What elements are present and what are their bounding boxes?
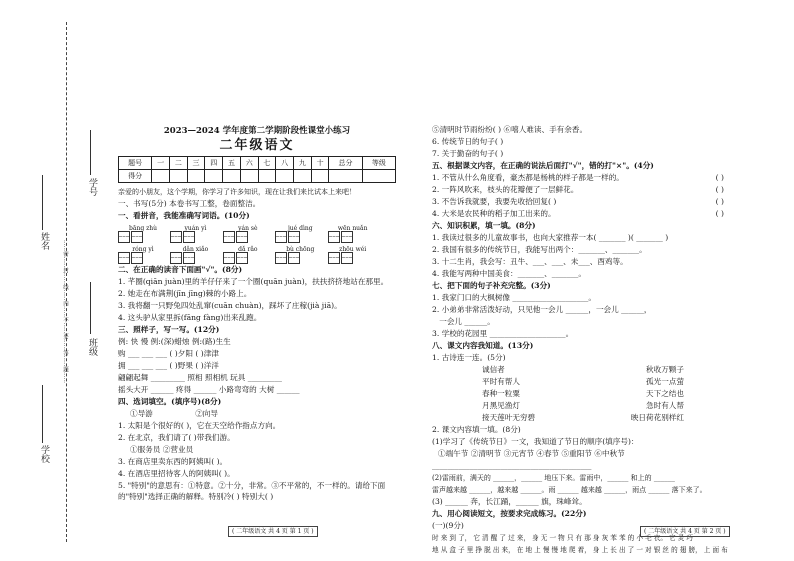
q3-line: 例: 快 慢 例:(深)蜡烛 例:(路)生生 (118, 337, 231, 346)
score-cell: 等级 (362, 157, 395, 170)
score-cell: 二 (169, 157, 187, 170)
writing-box[interactable] (288, 252, 300, 264)
writing-box[interactable] (275, 252, 287, 264)
score-cell[interactable] (293, 170, 311, 183)
option-label: ①导游 (130, 409, 153, 418)
writing-box[interactable] (288, 231, 300, 243)
q4-options (118, 408, 396, 420)
writing-box[interactable] (118, 252, 130, 264)
r-top-line: ⑤清明时节雨纷纷( ) ⑥嘻人难读、手有余香。 (432, 125, 588, 134)
q5-item: 1. 不管从什么角度看，豪杰都是杨桃的样子都是一样的。 (432, 173, 624, 182)
q8-line[interactable]: __________________________________________ (432, 461, 592, 470)
answer-mark[interactable]: ( ) (715, 173, 724, 182)
writing-box[interactable] (328, 231, 340, 243)
poem-right[interactable]: 秋收万颗子 (646, 365, 684, 374)
score-cell[interactable] (329, 170, 362, 183)
q8-line: 雷声越来越 ______，越来越 ______。雨 ______ 越来越 ______，雨点 ______ 落下来了。 (432, 486, 707, 494)
poem-right[interactable]: 映日荷花别样红 (630, 413, 684, 422)
q7-item: 一会儿 ______。 (432, 317, 495, 326)
q5-row (432, 172, 724, 184)
pinyin-label: yuán yì (184, 225, 207, 232)
q5-item: 2. 一阵风吹来，枝头的花瓣便了一层鲜花。 (432, 185, 579, 194)
class-line (90, 282, 91, 334)
poem-match-row (432, 364, 724, 376)
exam-title: 2023—2024 学年度第二学期阶段性课堂小练习 (163, 126, 351, 136)
poem-match-row (432, 412, 724, 424)
score-cell[interactable] (276, 170, 294, 183)
q1-title: 一、看拼音，我能准确写词语。(10分) (118, 211, 250, 220)
writing-box[interactable] (236, 252, 248, 264)
writing-box[interactable] (183, 231, 195, 243)
poem-left[interactable]: 春种一粒粟 (482, 389, 520, 398)
score-cell[interactable] (187, 170, 205, 183)
score-cell[interactable] (362, 170, 395, 183)
writing-box[interactable] (170, 252, 182, 264)
q5-text: 5. "特别"的意思有：①特意。②十分，非常。③不平常的，不一样的。请给下面的"特别"选择正确的解释。特别冷( ) 特别大( ) (118, 481, 386, 501)
q3-title: 三、照样子，写一写。(12分) (118, 325, 220, 334)
score-cell: 八 (276, 157, 294, 170)
exam-subject: 二年级语文 (219, 138, 295, 153)
page-footer-left: ( 二年级语文 共 4 页 第 1 页 ) (228, 526, 318, 537)
name-line (42, 175, 43, 230)
q9-title: 九、用心阅读短文，按要求完成练习。(22分) (432, 509, 587, 518)
score-cell[interactable] (223, 170, 241, 183)
poem-right[interactable]: 孤光一点萤 (646, 377, 684, 386)
writing-box[interactable] (275, 231, 287, 243)
poem-left[interactable]: 月黑见渔灯 (482, 401, 520, 410)
q4-line: 2. 在北京，我们请了( )带我们游。 (118, 433, 235, 442)
q8-line: ①端午节 ②清明节 ③元宵节 ④春节 ⑤重阳节 ⑥中秋节 (438, 449, 625, 458)
pinyin-label: zhōu wéi (339, 246, 367, 253)
poem-match-row (432, 400, 724, 412)
score-cell[interactable] (311, 170, 329, 183)
pinyin-label: yán sè (238, 225, 258, 232)
score-cell[interactable] (205, 170, 223, 183)
score-cell[interactable] (152, 170, 170, 183)
q2-item: 1. 芊圈(qiān juàn)里的羊仔仔来了一个圈(quān juàn)，扶扶挤挤地站在那里。 (118, 277, 389, 286)
q8-sub1: 1. 古诗连一连。(5分) (432, 353, 506, 362)
score-cell: 题号 (119, 157, 152, 170)
writing-box[interactable] (328, 252, 340, 264)
q5-row (432, 184, 724, 196)
q8-line: (1)学习了《传统节日》一文，我知道了节日的顺序(填序号)： (432, 437, 639, 446)
writing-box[interactable] (223, 231, 235, 243)
answer-mark[interactable]: ( ) (715, 185, 724, 194)
q3-line: 拥 ___ ___ ___ ( )野果 ( )洋洋 (118, 361, 219, 370)
student-id-line (90, 130, 91, 175)
q3-line: 翩翩起舞 _________ 照相 照相机 玩具 _________ (118, 373, 282, 382)
writing-grid-row-2 (118, 252, 396, 264)
writing-box[interactable] (341, 231, 353, 243)
score-cell[interactable] (240, 170, 258, 183)
seal-text: ……密……封……线……内……不……要……答……题…… (62, 240, 68, 383)
q4-line: ①服务员 ②营业员 (130, 445, 194, 454)
writing-box[interactable] (183, 252, 195, 264)
q4-title: 四、选词填空。(填序号)(8分) (118, 397, 222, 406)
poem-right[interactable]: 天下之结也 (646, 389, 684, 398)
score-table-row (119, 170, 396, 183)
writing-box[interactable] (341, 252, 353, 264)
q5-row (432, 196, 724, 208)
name-label: 姓名 (39, 232, 49, 250)
score-cell: 七 (258, 157, 276, 170)
q7-title: 七、把下面的句子补充完整。(3分) (432, 281, 551, 290)
score-cell[interactable] (258, 170, 276, 183)
writing-box[interactable] (131, 231, 143, 243)
answer-mark[interactable]: ( ) (715, 197, 724, 206)
score-cell: 五 (223, 157, 241, 170)
poem-match-row (432, 388, 724, 400)
student-id-label: 学号 (87, 178, 97, 196)
poem-left[interactable]: 接天莲叶无穷碧 (482, 413, 536, 422)
score-cell: 六 (240, 157, 258, 170)
pinyin-label: wēn nuǎn (337, 225, 368, 232)
score-cell: 总分 (329, 157, 362, 170)
score-cell: 三 (187, 157, 205, 170)
q7-item: 2. 小弟弟非常活泼好动，只见他一会儿 ______，一会儿 ______， (432, 305, 652, 314)
pinyin-label: bù chōng (286, 246, 315, 253)
score-cell: 四 (205, 157, 223, 170)
q2-item: 3. 我将翻一只野兔四处乱窜(cuān chuàn)，踩坏了庄稼(jià jiā)。 (118, 301, 342, 310)
q5-title: 五、根据课文内容，在正确的说法后面打"√"，错的打"×"。(4分) (432, 161, 654, 170)
answer-mark[interactable]: ( ) (715, 209, 724, 218)
q3-line: 摇头大开 ______ 疼得 ______ 小路弯弯的 大树 ______ (118, 385, 300, 394)
writing-grid-row-1 (118, 231, 396, 243)
q9-sub: (一)(9分) (432, 521, 464, 530)
writing-box[interactable] (131, 252, 143, 264)
poem-left[interactable]: 诚信者 (482, 365, 505, 374)
q4-line: 3. 在商店里卖东西的阿姨叫( )。 (118, 457, 228, 466)
score-cell[interactable] (169, 170, 187, 183)
left-page (118, 125, 396, 502)
score-cell: 一 (152, 157, 170, 170)
q4-line: 1. 太阳是个很好的( )，它在天空给作指点方向。 (118, 421, 281, 430)
pinyin-row-1 (118, 222, 396, 231)
q7-item: 3. 学校的花园里 ____________________。 (432, 329, 574, 338)
greeting-text: 亲爱的小朋友，这个学期，你学习了许多知识，现在让我们来比试本上来吧！ (118, 188, 356, 196)
reading-text-line: 地 从 盒 子 里 挣 脱 出 来， 在 地 上 慢 慢 地 爬 着， 身 上 长 出 了 一 对 银 丝 的 翅 膀， 上 面 布 (432, 546, 728, 554)
score-table-row (119, 157, 396, 170)
pinyin-label: róng yì (132, 246, 154, 253)
right-page (432, 124, 728, 556)
q8-line: (3) ______ 奔，长江踊，______ 旗，珠峰耸。 (432, 497, 587, 506)
writing-box[interactable] (170, 231, 182, 243)
writing-box[interactable] (223, 252, 235, 264)
school-label: 学校 (39, 445, 49, 463)
writing-note: 一、书写(5分) 本卷书写工整，卷面整洁。 (118, 199, 261, 208)
q8-line: (2)雷雨前，满天的 ______，______ 地压下来。雷雨中，______ 和上的 ______ (432, 474, 675, 482)
r-top-line: 6. 传统节日的句子( ) (432, 137, 504, 146)
q3-line: 购 ___ ___ ___ ( )夕阳 ( )津津 (118, 349, 219, 358)
score-table (118, 156, 396, 183)
pinyin-label: bāng zhù (129, 225, 157, 232)
q8-sub2: 2. 课文内容填一填。(8分) (432, 425, 521, 434)
q2-item: 2. 她走在布满荆(jīn jīng)棘的小路上。 (118, 289, 252, 298)
score-cell: 得分 (119, 170, 152, 183)
q5-item: 3. 不告诉我就要，我要先收拾回复( ) (432, 197, 557, 206)
binding-strip (6, 0, 97, 561)
writing-box[interactable] (236, 231, 248, 243)
reading-text-line: 时 来 到 了， 它 清 醒 了 过 来， 身 无 一 物 只 有 那 身 灰 苯 苯 的 小 毛 衣。 它 灵 巧 (432, 534, 693, 542)
q8-title: 八、课文内容我知道。(13分) (432, 341, 534, 350)
q6-item: 2. 我国有很多的传统节日，我能写出两个：_______、_______。 (432, 245, 647, 254)
q6-title: 六、知识积累，填一填。(8分) (432, 221, 536, 230)
option-label: ②向导 (195, 409, 218, 418)
q4-line: 4. 在酒店里招待客人的阿姨叫( )。 (118, 469, 235, 478)
pinyin-label: jué dìng (287, 225, 313, 232)
q7-item: 1. 我家门口的大枫树像 ____________________。 (432, 293, 596, 302)
class-label: 班级 (87, 338, 97, 356)
school-line (42, 385, 43, 443)
poem-right[interactable]: 急时有人帮 (646, 401, 684, 410)
q6-item: 1. 我读过很多的儿童故事书，也向大家推荐一本( _______ )( _______ ) (432, 233, 669, 242)
poem-left[interactable]: 平时有帮人 (482, 377, 520, 386)
score-cell: 九 (293, 157, 311, 170)
q6-item: 4. 我能写两种中国美食：_______、_______。 (432, 269, 586, 278)
pinyin-row-2 (118, 243, 396, 252)
pinyin-label: dǎn xiǎo (182, 246, 209, 253)
q2-item: 4. 这头驴从家里拆(fāng fàng)出来乱跑。 (118, 313, 262, 322)
writing-box[interactable] (118, 231, 130, 243)
q2-title: 二、在正确的读音下面画"√"。(8分) (118, 265, 243, 274)
r-top-line: 7. 关于勤奋的句子( ) (432, 149, 504, 158)
q5-item: 4. 大米是农民种的稻子加工出来的。 (432, 209, 556, 218)
q6-item: 3. 十二生肖，我会写：丑牛、___、___、未___、酉鸡等。 (432, 257, 628, 266)
page-footer-right: ( 二年级语文 共 4 页 第 2 页 ) (640, 526, 730, 537)
q5-row (432, 208, 724, 220)
score-cell: 十 (311, 157, 329, 170)
pinyin-label: dǎ rǎo (238, 246, 258, 253)
poem-match-row (432, 376, 724, 388)
